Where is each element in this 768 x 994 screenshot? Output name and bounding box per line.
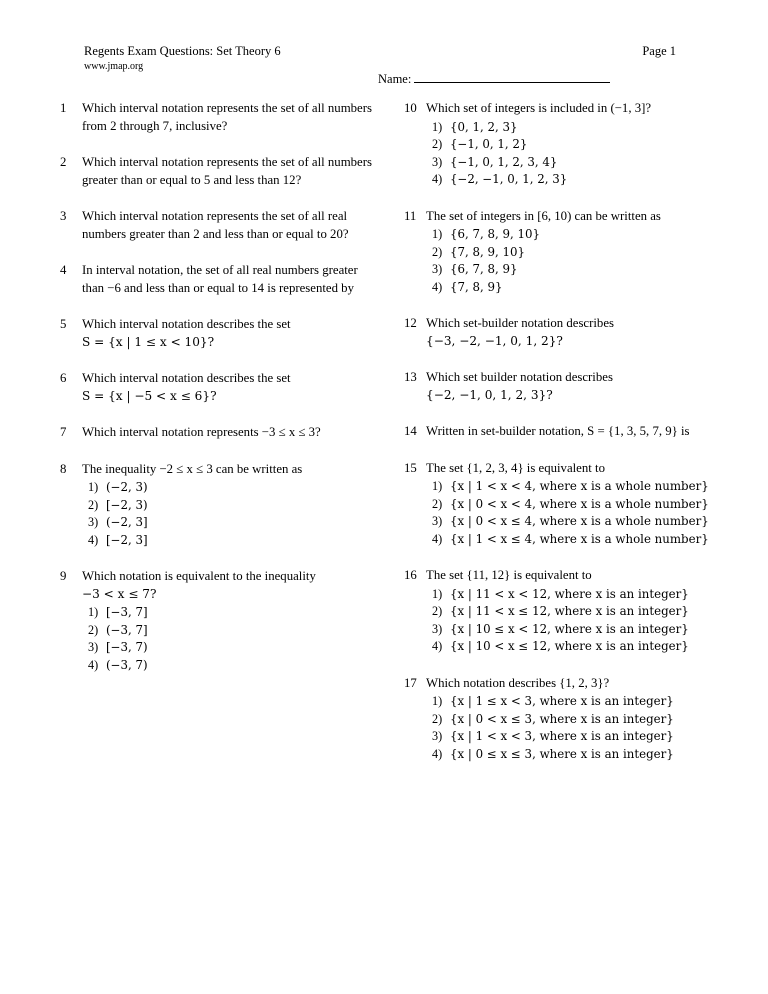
choice-text: {x | 1 < x < 4, where x is a whole number}: [450, 479, 709, 493]
choice-option[interactable]: [426, 621, 716, 639]
question-text: The set of integers in [6, 10) can be written as: [426, 208, 661, 223]
question-body: [426, 100, 716, 189]
choice-label: 3): [432, 729, 443, 743]
choice-text: {x | 0 ≤ x ≤ 3, where x is an integer}: [450, 746, 674, 761]
choice-list: [82, 479, 372, 549]
choice-label: 4): [432, 746, 443, 761]
question-text: Which interval notation represents the set of all numbers from 2 through 7, inclusive?: [82, 101, 372, 133]
choice-option[interactable]: [426, 261, 716, 279]
question-item: [60, 100, 372, 135]
question-text: Which set-builder notation describes: [426, 316, 614, 330]
choice-label: 1): [432, 694, 443, 708]
question-text: Which set of integers is included in (−1, 3]?: [426, 101, 652, 115]
question-expression: S = {x | −5 < x ≤ 6}?: [82, 388, 217, 403]
question-number: 12: [404, 316, 417, 330]
name-field-row: [378, 71, 610, 87]
choice-text: [−3, 7): [106, 640, 148, 654]
choice-text: {x | 1 ≤ x < 3, where x is an integer}: [450, 694, 674, 708]
choice-text: [−3, 7]: [106, 605, 148, 619]
choice-label: 4): [432, 639, 443, 653]
choice-option[interactable]: [426, 531, 716, 549]
choice-option[interactable]: [426, 478, 716, 496]
question-item: [60, 262, 372, 297]
question-number: 17: [404, 675, 417, 690]
name-input-rule[interactable]: [414, 71, 610, 83]
choice-label: 4): [88, 657, 99, 672]
choice-list: [426, 478, 716, 548]
choice-option[interactable]: [426, 136, 716, 154]
choice-option[interactable]: [82, 639, 372, 657]
question-text: Which set builder notation describes: [426, 370, 613, 384]
question-text: Which notation describes {1, 2, 3}?: [426, 675, 610, 690]
choice-text: {−1, 0, 1, 2, 3, 4}: [450, 154, 558, 169]
questions-column-left: [60, 100, 372, 693]
question-item: [60, 208, 372, 243]
question-body: [82, 461, 372, 550]
choice-option[interactable]: [426, 171, 716, 189]
choice-label: 2): [432, 137, 443, 151]
choice-text: [−2, 3]: [106, 532, 148, 547]
choice-text: {x | 0 < x < 4, where x is a whole number}: [450, 496, 709, 511]
choice-label: 2): [432, 604, 443, 618]
question-item: [404, 100, 716, 189]
question-number: 16: [404, 568, 417, 582]
question-text: In interval notation, the set of all real numbers greater than −6 and less than or equal to 14 is represented by: [82, 263, 358, 295]
question-item: [60, 424, 372, 442]
question-item: [404, 208, 716, 297]
choice-label: 1): [88, 605, 99, 619]
question-number: 1: [60, 101, 67, 115]
choice-text: (−2, 3): [106, 480, 148, 494]
question-body: [82, 154, 372, 189]
question-expression: S = {x | 1 ≤ x < 10}?: [82, 334, 215, 349]
question-item: [60, 154, 372, 189]
question-item: [60, 568, 372, 674]
question-body: [82, 208, 372, 243]
choice-label: 4): [88, 532, 99, 547]
choice-text: {−2, −1, 0, 1, 2, 3}: [450, 172, 568, 186]
choice-text: {7, 8, 9, 10}: [450, 244, 526, 259]
question-expression: −3 < x ≤ 7?: [82, 586, 157, 601]
question-text: The inequality −2 ≤ x ≤ 3 can be written as: [82, 461, 303, 476]
choice-option[interactable]: [426, 513, 716, 531]
choice-option[interactable]: [426, 746, 716, 764]
question-number: 4: [60, 263, 67, 277]
question-body: [82, 316, 372, 351]
choice-text: {6, 7, 8, 9, 10}: [450, 227, 541, 241]
question-number: 15: [404, 460, 417, 475]
question-number: 13: [404, 370, 417, 384]
choice-text: {x | 11 < x ≤ 12, where x is an integer}: [450, 604, 689, 618]
choice-list: [426, 693, 716, 763]
choice-option[interactable]: [426, 154, 716, 172]
choice-text: (−3, 7): [106, 657, 148, 672]
question-text: Which interval notation describes the set: [82, 371, 291, 385]
choice-text: {x | 11 < x < 12, where x is an integer}: [450, 586, 689, 601]
question-body: [82, 262, 372, 297]
question-item: [404, 567, 716, 656]
question-text: Which interval notation describes the set: [82, 317, 291, 331]
question-number: 6: [60, 371, 67, 385]
question-expression: {−3, −2, −1, 0, 1, 2}?: [426, 333, 563, 348]
question-item: [404, 675, 716, 764]
choice-option[interactable]: [82, 514, 372, 532]
choice-label: 3): [432, 514, 443, 528]
question-item: [404, 369, 716, 404]
choice-option[interactable]: [426, 119, 716, 137]
questions-column-right: [404, 100, 716, 782]
choice-label: 4): [432, 531, 443, 546]
question-body: [82, 424, 372, 442]
choice-label: 1): [432, 119, 443, 134]
choice-list: [426, 586, 716, 656]
choice-text: (−2, 3]: [106, 515, 148, 529]
choice-label: 2): [88, 497, 99, 512]
name-label: Name:: [378, 72, 412, 86]
choice-option[interactable]: [426, 496, 716, 514]
question-item: [404, 460, 716, 549]
question-number: 3: [60, 209, 67, 223]
question-number: 14: [404, 424, 417, 438]
choice-text: {x | 10 ≤ x < 12, where x is an integer}: [450, 621, 689, 636]
choice-label: 4): [432, 279, 443, 294]
page-number: Page 1: [642, 44, 676, 58]
document-title: Regents Exam Questions: Set Theory 6: [84, 44, 281, 58]
source-url: www.jmap.org: [84, 61, 144, 72]
question-number: 8: [60, 461, 67, 476]
question-body: [426, 460, 716, 549]
choice-option[interactable]: [426, 244, 716, 262]
choice-label: 3): [432, 154, 443, 169]
choice-list: [426, 119, 716, 189]
choice-option[interactable]: [82, 604, 372, 622]
question-text: Which interval notation represents the set of all real numbers greater than 2 and less than or equal to 20?: [82, 209, 349, 241]
question-expression: {−2, −1, 0, 1, 2, 3}?: [426, 387, 553, 402]
question-body: [426, 208, 716, 297]
choice-label: 3): [88, 640, 99, 654]
choice-text: {−1, 0, 1, 2}: [450, 137, 528, 151]
question-text: The set {11, 12} is equivalent to: [426, 568, 592, 582]
choice-label: 3): [432, 621, 443, 636]
choice-option[interactable]: [426, 586, 716, 604]
choice-option[interactable]: [426, 693, 716, 711]
choice-label: 3): [88, 515, 99, 529]
question-body: [82, 568, 372, 674]
question-body: [426, 567, 716, 656]
choice-text: [−2, 3): [106, 497, 148, 512]
choice-option[interactable]: [426, 638, 716, 656]
choice-text: {x | 1 < x < 3, where x is an integer}: [450, 729, 674, 743]
question-text: Which interval notation represents −3 ≤ x ≤ 3?: [82, 425, 321, 439]
question-text: Which interval notation represents the set of all numbers greater than or equal to 5 and less than 12?: [82, 155, 372, 187]
choice-text: {x | 10 < x ≤ 12, where x is an integer}: [450, 639, 689, 653]
question-text: Which notation is equivalent to the inequality: [82, 569, 316, 583]
question-number: 5: [60, 317, 67, 331]
question-number: 7: [60, 425, 67, 439]
question-number: 2: [60, 155, 67, 169]
question-item: [404, 423, 716, 441]
question-item: [404, 315, 716, 350]
choice-label: 1): [432, 227, 443, 241]
question-item: [60, 316, 372, 351]
choice-text: {7, 8, 9}: [450, 279, 503, 294]
question-body: [82, 100, 372, 135]
choice-label: 1): [88, 480, 99, 494]
choice-text: {x | 0 < x ≤ 3, where x is an integer}: [450, 711, 674, 726]
page-header: [84, 44, 684, 60]
choice-option[interactable]: [82, 497, 372, 515]
choice-option[interactable]: [82, 479, 372, 497]
choice-label: 1): [432, 479, 443, 493]
question-item: [60, 461, 372, 550]
question-number: 9: [60, 569, 67, 583]
choice-option[interactable]: [426, 279, 716, 297]
choice-option[interactable]: [82, 622, 372, 640]
choice-label: 2): [432, 244, 443, 259]
choice-option[interactable]: [82, 532, 372, 550]
choice-text: {x | 0 < x ≤ 4, where x is a whole number}: [450, 514, 709, 528]
choice-label: 1): [432, 586, 443, 601]
choice-text: {x | 1 < x ≤ 4, where x is a whole number}: [450, 531, 709, 546]
choice-text: (−3, 7]: [106, 622, 148, 637]
question-body: [426, 369, 716, 404]
choice-text: {0, 1, 2, 3}: [450, 119, 518, 134]
choice-label: 2): [432, 711, 443, 726]
choice-list: [426, 226, 716, 296]
choice-list: [82, 604, 372, 674]
question-number: 10: [404, 101, 417, 115]
choice-label: 2): [432, 496, 443, 511]
question-body: [426, 675, 716, 764]
question-number: 11: [404, 208, 417, 223]
question-item: [60, 370, 372, 405]
choice-option[interactable]: [426, 711, 716, 729]
question-text: The set {1, 2, 3, 4} is equivalent to: [426, 460, 605, 475]
choice-text: {6, 7, 8, 9}: [450, 262, 518, 276]
choice-option[interactable]: [426, 603, 716, 621]
choice-label: 3): [432, 262, 443, 276]
question-text: Written in set-builder notation, S = {1, 3, 5, 7, 9} is: [426, 424, 690, 438]
choice-option[interactable]: [82, 657, 372, 675]
choice-label: 4): [432, 172, 443, 186]
choice-option[interactable]: [426, 728, 716, 746]
choice-option[interactable]: [426, 226, 716, 244]
question-body: [82, 370, 372, 405]
question-body: [426, 423, 716, 441]
choice-label: 2): [88, 622, 99, 637]
question-body: [426, 315, 716, 350]
